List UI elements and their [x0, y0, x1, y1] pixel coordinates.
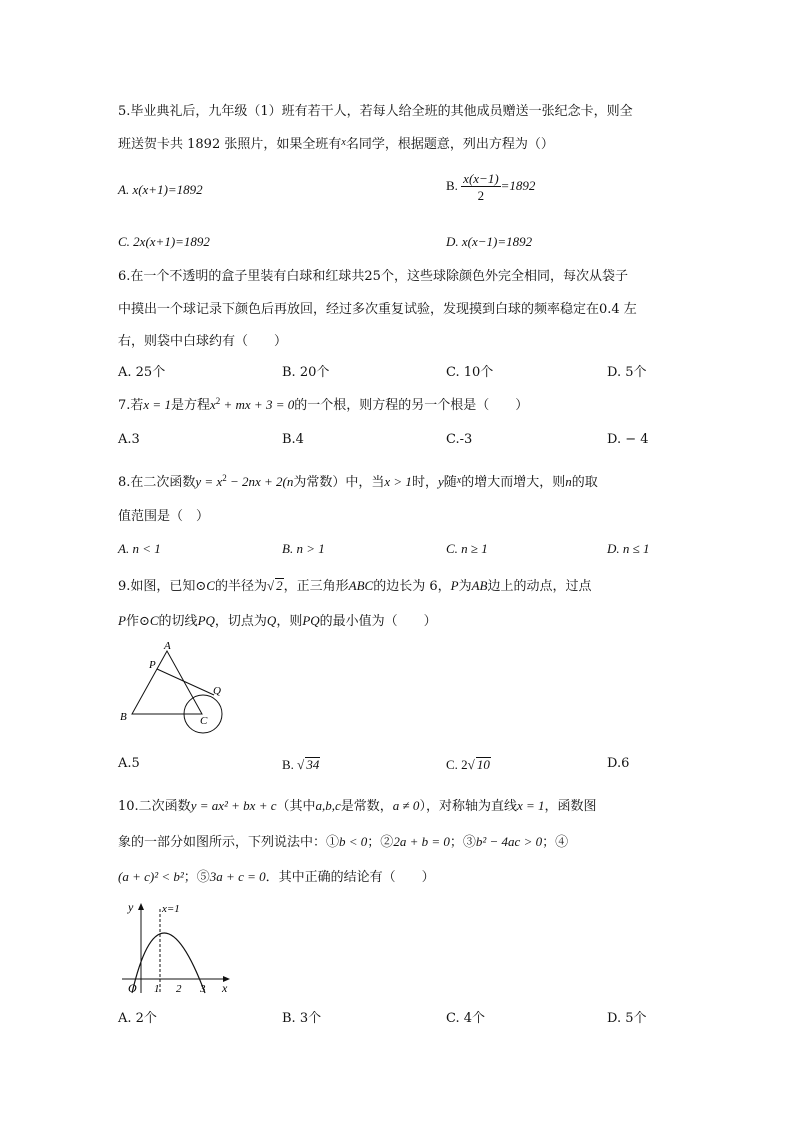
label-a: A — [164, 640, 171, 652]
tangent-line-pq — [157, 669, 214, 695]
q9-stem-line2: P作⊙C的切线PQ，切点为Q，则PQ的最小值为（ ） — [118, 613, 437, 629]
q10-stem-line2: 象的一部分如图所示，下列说法中：①b < 0；②2a + b = 0；③b² − 4ac > 0；④ — [118, 834, 569, 850]
y-axis-arrow — [138, 903, 144, 910]
q9-option-b[interactable]: B. √ 34 — [282, 757, 320, 772]
q6-stem-line1: 6.在一个不透明的盒子里装有白球和红球共25个，这些球除颜色外完全相同，每次从袋子 — [118, 269, 628, 284]
triangle-abc — [132, 651, 202, 714]
q6-option-a[interactable]: A. 25个 — [118, 365, 166, 380]
label-axis: x=1 — [162, 903, 180, 915]
q5-option-c[interactable]: C. 2x(x+1)=1892 — [118, 234, 210, 249]
q7-option-b[interactable]: B.4 — [282, 432, 304, 447]
q10-option-d[interactable]: D. 5个 — [607, 1011, 647, 1026]
q10-stem-line1: 10.二次函数y = ax² + bx + c（其中a,b,c是常数，a ≠ 0），对称轴为直线x = 1，函数图 — [118, 798, 597, 814]
q8-option-d[interactable]: D. n ≤ 1 — [607, 541, 650, 556]
q5-option-b[interactable]: B. $\frac{x(x-1)}{2}$ =1892 — [446, 171, 536, 203]
label-b: B — [120, 711, 127, 723]
q7-option-d[interactable]: D. − 4 — [607, 432, 649, 447]
q7-option-a[interactable]: A.3 — [118, 432, 140, 447]
q6-stem-line3: 右，则袋中白球约有（ ） — [118, 334, 288, 349]
q10-option-c[interactable]: C. 4个 — [446, 1011, 486, 1026]
label-q: Q — [213, 685, 221, 697]
tick-1: 1 — [154, 983, 160, 995]
label-origin: O — [128, 981, 137, 995]
q8-stem-line1: 8.在二次函数$y = x^2 - 2nx + 2(n$为常数）中，当x > 1时，y随$^x$的增大而增大，则n的取 — [118, 473, 598, 490]
q10-parabola-figure — [112, 895, 242, 1000]
q9-option-d[interactable]: D.6 — [607, 756, 630, 771]
q10-stem-line3: (a + c)² < b²；⑤3a + c = 0．其中正确的结论有（ ） — [118, 869, 435, 885]
q9-option-c[interactable]: C. 2√ 10 — [446, 757, 490, 772]
q10-option-b[interactable]: B. 3个 — [282, 1011, 322, 1026]
label-c: C — [200, 715, 208, 727]
label-p: P — [149, 659, 156, 671]
q5-option-a[interactable]: A. x(x+1)=1892 — [118, 182, 203, 197]
q7-option-c[interactable]: C.-3 — [446, 432, 473, 447]
q7-stem: 7.若x = 1是方程$x^2$ + mx + 3 = 0的一个根，则方程的另一个根是（ ） — [118, 396, 529, 413]
q5-stem-line1: 5.毕业典礼后，九年级（1）班有若干人，若每人给全班的其他成员赠送一张纪念卡，则全 — [118, 104, 633, 119]
q9-option-a[interactable]: A.5 — [118, 756, 140, 771]
q8-option-a[interactable]: A. n < 1 — [118, 541, 161, 556]
q10-option-a[interactable]: A. 2个 — [118, 1011, 157, 1026]
q5-stem-line2: 班送贺卡共 1892 张照片，如果全班有$^x$名同学，根据题意，列出方程为（） — [118, 137, 554, 152]
q8-stem-line2: 值范围是（ ） — [118, 509, 210, 524]
q6-option-b[interactable]: B. 20个 — [282, 365, 330, 380]
q9-triangle-figure — [112, 638, 232, 738]
label-y: y — [128, 900, 134, 914]
tick-3: 3 — [200, 983, 206, 995]
q6-option-d[interactable]: D. 5个 — [607, 365, 647, 380]
parabola-curve — [132, 933, 205, 993]
q6-stem-line2: 中摸出一个球记录下颜色后再放回，经过多次重复试验，发现摸到白球的频率稳定在0.4 左 — [118, 302, 637, 317]
q5-option-d[interactable]: D. x(x−1)=1892 — [446, 234, 533, 249]
tick-2: 2 — [176, 983, 182, 995]
q8-option-c[interactable]: C. n ≥ 1 — [446, 541, 488, 556]
label-x: x — [222, 981, 228, 995]
q8-option-b[interactable]: B. n > 1 — [282, 541, 325, 556]
q9-stem-line1: 9.如图，已知⊙C的半径为√ 2，正三角形ABC的边长为 6，P为AB边上的动点，过点 — [118, 578, 592, 594]
q6-option-c[interactable]: C. 10个 — [446, 365, 494, 380]
